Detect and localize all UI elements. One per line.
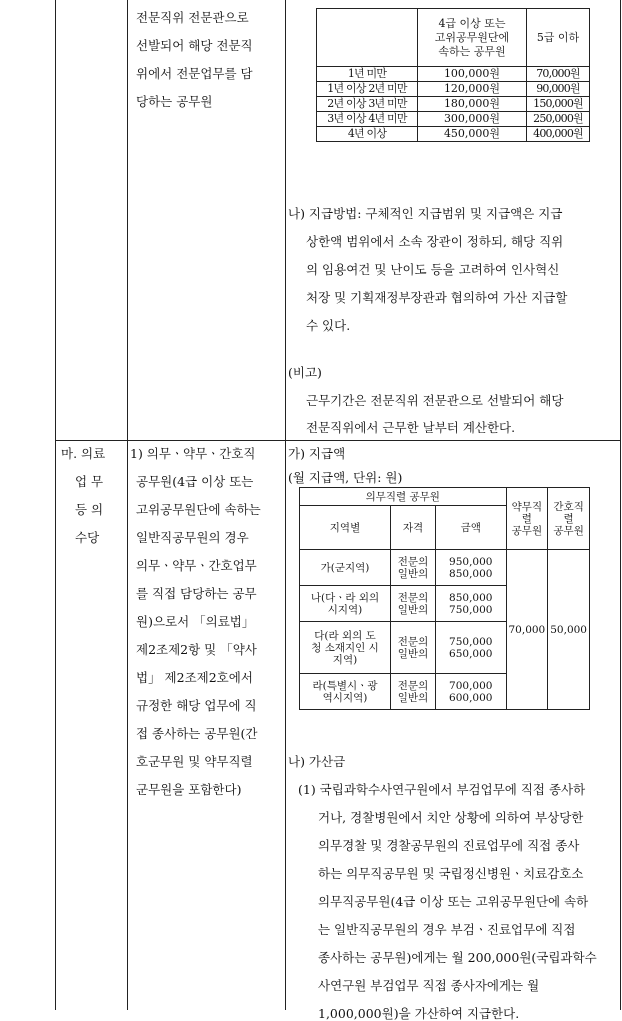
pharm-header: 약무직 렬 공무원 [506,488,548,550]
table-row: 가(군지역) 전문의 일반의 950,000 850,000 70,000 50,000 [300,550,590,586]
criteria-line: 위에서 전문업무를 담 [136,66,253,81]
addition-title: 나) 가산금 [288,754,346,769]
criteria-line: 전문직위 전문관으로 [136,10,249,25]
rate-table [316,8,590,142]
criteria-line: 선발되어 해당 전문직 [136,38,253,53]
table-row: 라(특별시ㆍ광 역시지역) 전문의 일반의 700,000 600,000 [300,674,590,710]
medical-allowance-table [299,487,590,710]
rate-header-blank [317,9,418,67]
rate-header-junior: 5급 이하 [527,9,590,67]
table-row: 다(라 외의 도 청 소재지인 시 지역) 전문의 일반의 750,000 650,000 [300,622,590,674]
group-header: 의무직렬 공무원 [300,488,507,506]
frame-col2 [127,0,128,1010]
table-row: 4년 이상 450,000원 400,000원 [317,127,590,142]
col-amount: 금액 [436,506,507,550]
rate-header-senior: 4급 이상 또는 고위공무원단에 속하는 공무원 [418,9,527,67]
pharm-amount: 70,000 [506,550,548,710]
nurse-header: 간호직 렬 공무원 [548,488,590,550]
table-row: 나(다ㆍ라 외의 시지역) 전문의 일반의 850,000 750,000 [300,586,590,622]
amount-title: 가) 지급액 [288,446,346,461]
criteria-line: 당하는 공무원 [136,94,213,109]
frame-right [620,0,621,1010]
col-region: 지역별 [300,506,391,550]
frame-col3 [285,0,286,1010]
amount-unit: (월 지급액, 단위: 원) [288,470,403,485]
col-qual: 자격 [391,506,436,550]
table-row: 1년 미만 100,000원 70,000원 [317,67,590,82]
nurse-amount: 50,000 [548,550,590,710]
table-row: 2년 이상 3년 미만 180,000원 150,000원 [317,97,590,112]
note-title: (비고) [288,365,322,380]
table-row: 1년 이상 2년 미만 120,000원 90,000원 [317,82,590,97]
frame-left [55,0,56,1010]
table-row: 3년 이상 4년 미만 300,000원 250,000원 [317,112,590,127]
frame-row-divider [55,440,621,441]
